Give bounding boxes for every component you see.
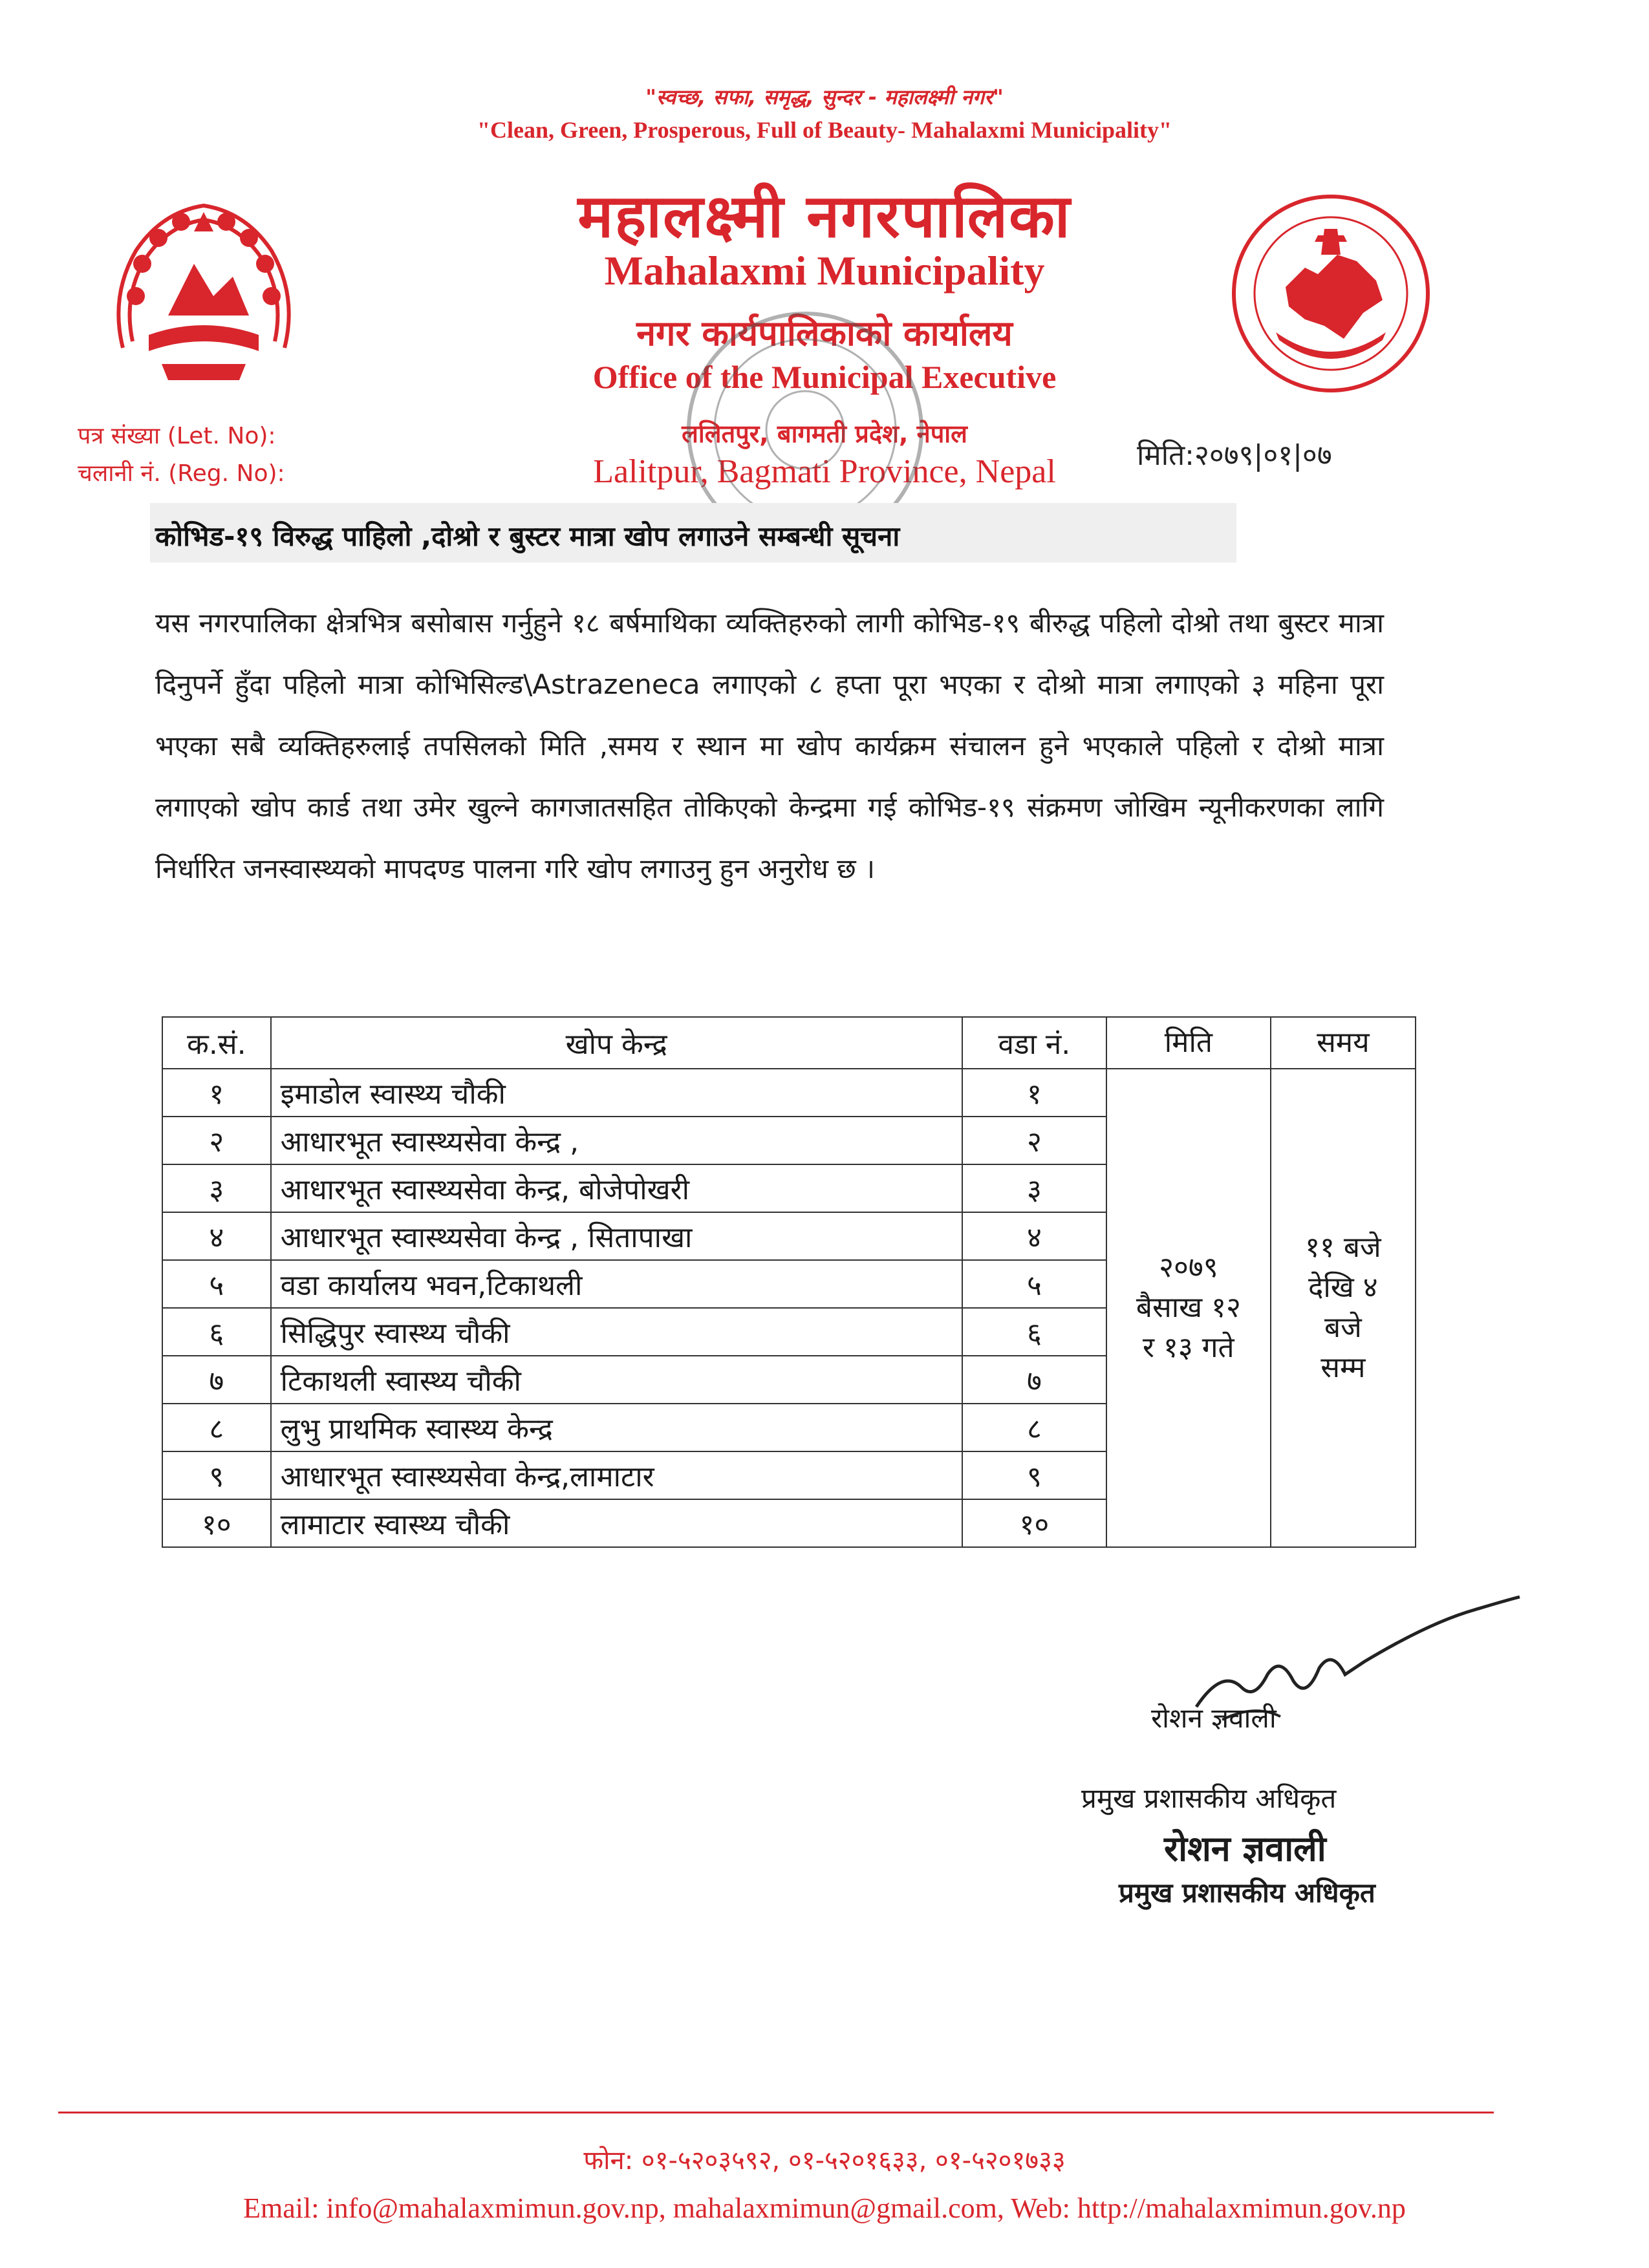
row-ward: ६ — [962, 1308, 1106, 1356]
signer-title-stamp: प्रमुख प्रशासकीय अधिकृत — [1119, 1877, 1375, 1909]
footer-phone: फोन: ०१-५२०३५९२, ०१-५२०१६३३, ०१-५२०१७३३ — [583, 2146, 1066, 2176]
header-vaccine-center: खोप केन्द्र — [271, 1017, 962, 1069]
schedule-date — [1106, 1069, 1271, 1547]
table-row — [162, 1069, 1416, 1117]
signer-title: प्रमुख प्रशासकीय अधिकृत — [1081, 1782, 1337, 1814]
schedule-time-line2: देखि ४ — [1308, 1271, 1378, 1304]
row-serial: १० — [162, 1499, 271, 1547]
letter-number-label: पत्र संख्या (Let. No): — [78, 423, 276, 449]
row-ward: ५ — [962, 1260, 1106, 1308]
row-center: आधारभूत स्वास्थ्यसेवा केन्द्र,लामाटार — [271, 1451, 962, 1499]
schedule-time — [1271, 1069, 1416, 1547]
row-serial: १ — [162, 1069, 271, 1117]
row-serial: ३ — [162, 1164, 271, 1212]
slogan-nepali: "स्वच्छ, सफा, समृद्ध, सुन्दर - महालक्ष्मी नगर" — [645, 85, 1004, 109]
header-time: समय — [1271, 1017, 1416, 1069]
row-ward: ३ — [962, 1164, 1106, 1212]
row-serial: २ — [162, 1117, 271, 1164]
office-title-nepali: नगर कार्यपालिकाको कार्यालय — [636, 313, 1013, 354]
signer-name-stamp: रोशन ज्ञवाली — [1164, 1828, 1326, 1869]
row-center: सिद्धिपुर स्वास्थ्य चौकी — [271, 1308, 962, 1356]
slogan-english: "Clean, Green, Prosperous, Full of Beauty- Mahalaxmi Municipality" — [477, 117, 1172, 143]
row-center: टिकाथली स्वास्थ्य चौकी — [271, 1356, 962, 1404]
header-date: मिति — [1106, 1017, 1271, 1069]
row-serial: ७ — [162, 1356, 271, 1404]
row-center: आधारभूत स्वास्थ्यसेवा केन्द्र , सितापाखा — [271, 1212, 962, 1260]
row-serial: ९ — [162, 1451, 271, 1499]
address-nepali: ललितपुर, बागमती प्रदेश, नेपाल — [682, 420, 967, 448]
schedule-date-year: २०७९ — [1159, 1251, 1218, 1284]
signer-name-handwritten: रोशन ज्ञवाली — [1151, 1702, 1277, 1734]
schedule-date-suffix: र १३ गते — [1143, 1331, 1234, 1364]
office-title-english: Office of the Municipal Executive — [592, 359, 1057, 395]
address-english: Lalitpur, Bagmati Province, Nepal — [593, 453, 1056, 490]
row-center: लुभु प्राथमिक स्वास्थ्य केन्द्र — [271, 1404, 962, 1451]
vaccination-schedule-table — [162, 1016, 1416, 1548]
row-center: इमाडोल स्वास्थ्य चौकी — [271, 1069, 962, 1117]
notice-subject: कोभिड-१९ विरुद्ध पाहिलो ,दोश्रो र बुस्टर मात्रा खोप लगाउने सम्बन्धी सूचना — [155, 520, 900, 552]
row-ward: ८ — [962, 1404, 1106, 1451]
row-center: वडा कार्यालय भवन,टिकाथली — [271, 1260, 962, 1308]
header-ward: वडा नं. — [962, 1017, 1106, 1069]
row-ward: ४ — [962, 1212, 1106, 1260]
header-serial: क.सं. — [162, 1017, 271, 1069]
notice-body: यस नगरपालिका क्षेत्रभित्र बसोबास गर्नुहुने १८ बर्षमाथिका व्यक्तिहरुको लागी कोभिड-१९ बीरुद्ध पहिलो दोश्रो तथा बुस्टर मात्रा दिनुपर्ने हुँदा पहिलो मात्रा कोभिसिल्ड\Astrazeneca लगाएको ८ हप्ता पूरा भएका र दोश्रो मात्रा लगाएको ३ महिना पूरा भएका सबै व्यक्तिहरुलाई तपसिलको मिति ,समय र स्थान मा खोप कार्यक्रम संचालन हुने भएकाले पहिलो र दोश्रो मात्रा लगाएको खोप कार्ड तथा उमेर खुल्ने कागजातसहित तोकिएको केन्द्रमा गई कोभिड-१९ संक्रमण जोखिम न्यूनीकरणका लागि निर्धारित जनस्वास्थ्यको मापदण्ड पालना गरि खोप लगाउनु हुन अनुरोध छ । — [155, 607, 1384, 884]
row-ward: २ — [962, 1117, 1106, 1164]
table-header-row — [162, 1017, 1416, 1069]
row-ward: १० — [962, 1499, 1106, 1547]
row-serial: ६ — [162, 1308, 271, 1356]
registration-number-label: चलानी नं. (Reg. No): — [78, 460, 285, 487]
row-center: आधारभूत स्वास्थ्यसेवा केन्द्र , — [271, 1117, 962, 1164]
row-serial: ८ — [162, 1404, 271, 1451]
footer-contact: Email: info@mahalaxmimun.gov.np, mahalaxmimun@gmail.com, Web: http://mahalaxmimun.gov.np — [243, 2192, 1406, 2224]
schedule-date-days: बैसाख १२ — [1136, 1291, 1241, 1324]
footer-divider — [58, 2112, 1494, 2113]
schedule-time-line4: सम्म — [1320, 1351, 1366, 1384]
row-ward: ९ — [962, 1451, 1106, 1499]
municipality-title-nepali: महालक्ष्मी नगरपालिका — [577, 182, 1072, 251]
row-ward: १ — [962, 1069, 1106, 1117]
municipality-title-english: Mahalaxmi Municipality — [604, 248, 1045, 294]
schedule-time-line1: ११ बजे — [1305, 1231, 1381, 1264]
row-center: आधारभूत स्वास्थ्यसेवा केन्द्र, बोजेपोखरी — [271, 1164, 962, 1212]
row-serial: ५ — [162, 1260, 271, 1308]
schedule-time-line3: बजे — [1324, 1311, 1362, 1344]
row-ward: ७ — [962, 1356, 1106, 1404]
letter-date: मिति:२०७९|०१|०७ — [1137, 439, 1332, 472]
row-center: लामाटार स्वास्थ्य चौकी — [271, 1499, 962, 1547]
row-serial: ४ — [162, 1212, 271, 1260]
